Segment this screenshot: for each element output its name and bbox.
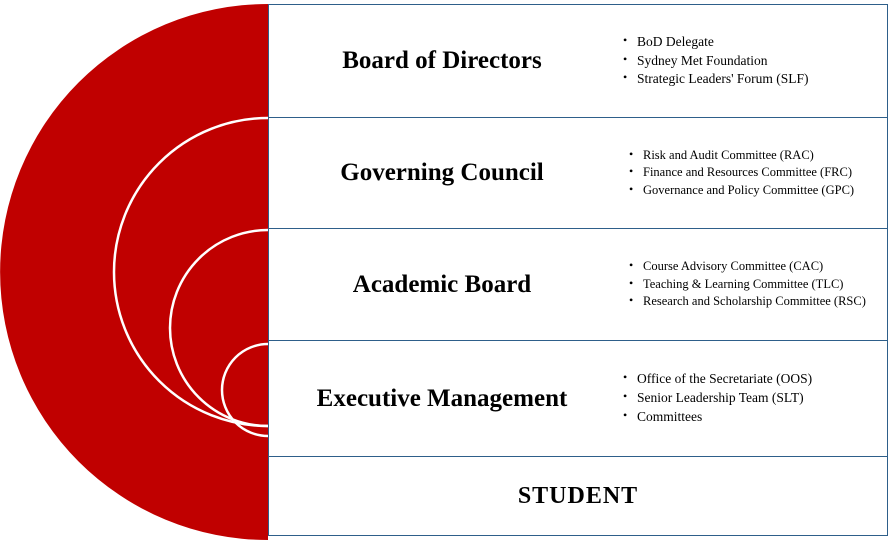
- row-executive-management: [268, 340, 888, 457]
- list-item: • Senior Leadership Team (SLT): [635, 389, 877, 407]
- row-items-board-of-directors: [609, 33, 887, 89]
- row-title-governing-council: Governing Council: [340, 159, 544, 187]
- row-board-of-directors: [268, 4, 888, 118]
- structure-rows: [268, 4, 888, 538]
- list-item: • BoD Delegate: [635, 33, 877, 51]
- row-items-executive-management: [609, 370, 887, 426]
- list-item: • Teaching & Learning Committee (TLC): [641, 276, 877, 293]
- row-title-academic-board: Academic Board: [352, 270, 532, 298]
- list-item: • Risk and Audit Committee (RAC): [641, 147, 877, 164]
- list-item: • Office of the Secretariate (OOS): [635, 370, 877, 388]
- list-item: • Sydney Met Foundation: [635, 52, 877, 70]
- list-item: • Committees: [635, 408, 877, 426]
- list-item: • Course Advisory Committee (CAC): [641, 258, 877, 275]
- row-academic-board: [268, 228, 888, 341]
- row-title-executive-management: Executive Management: [316, 384, 568, 412]
- row-title-student: STUDENT: [517, 482, 639, 509]
- row-items-governing-council: [609, 147, 887, 200]
- list-item: • Strategic Leaders' Forum (SLF): [635, 70, 877, 88]
- concentric-arcs-graphic: [0, 0, 300, 544]
- row-title-board-of-directors: Board of Directors: [342, 47, 542, 75]
- row-student: [268, 456, 888, 536]
- arc-outer: [0, 4, 268, 540]
- row-items-academic-board: [609, 258, 887, 311]
- list-item: • Research and Scholarship Committee (RSC): [641, 293, 877, 310]
- row-governing-council: [268, 117, 888, 229]
- list-item: • Finance and Resources Committee (FRC): [641, 164, 877, 181]
- list-item: • Governance and Policy Committee (GPC): [641, 182, 877, 199]
